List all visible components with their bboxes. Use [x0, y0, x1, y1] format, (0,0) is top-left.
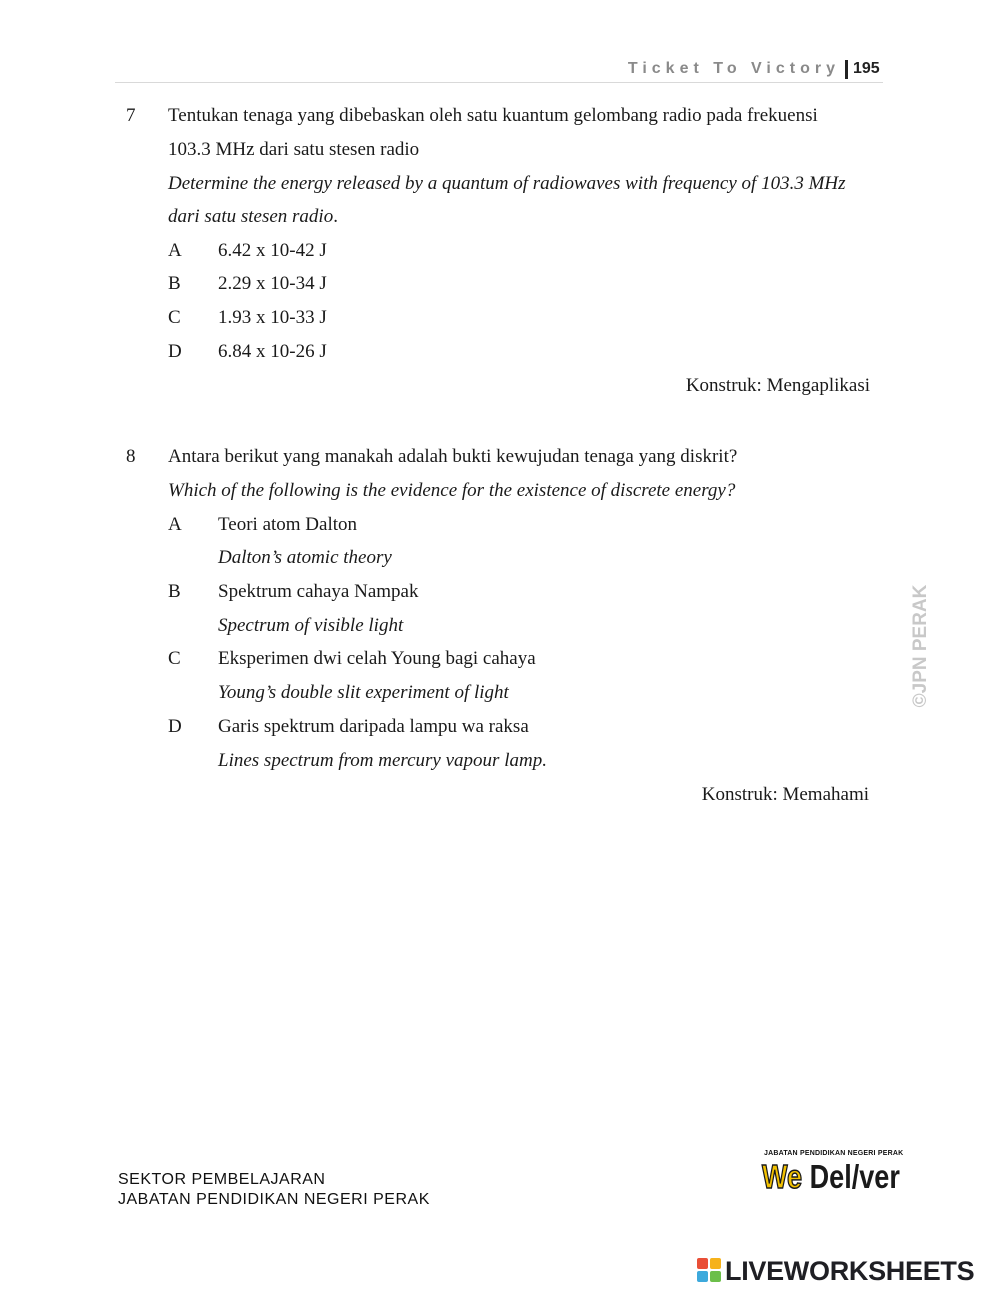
watermark [910, 584, 932, 708]
logo-wordmark [762, 1158, 900, 1196]
construct-label: Konstruk: Memahami [701, 784, 869, 805]
footer-sector-line: SEKTOR PEMBELAJARAN [118, 1171, 326, 1188]
option-text[interactable]: Spektrum cahaya Nampak [218, 581, 419, 602]
question-text: Tentukan tenaga yang dibebaskan oleh satu kuantum gelombang radio pada frekuensi [168, 105, 818, 126]
header-rule [115, 82, 883, 83]
liveworksheets-wordmark: LIVEWORKSHEETS [725, 1256, 975, 1286]
option-text[interactable]: 2.29 x 10-34 J [218, 273, 327, 294]
option-translation: Young’s double slit experiment of light [218, 682, 509, 703]
watermark-text: ©JPN PERAK [910, 584, 931, 708]
footer-sector [118, 1170, 430, 1210]
option-text[interactable]: Garis spektrum daripada lampu wa raksa [218, 716, 529, 737]
option-text[interactable]: 1.93 x 10-33 J [218, 307, 327, 328]
footer-department-line: JABATAN PENDIDIKAN NEGERI PERAK [118, 1191, 430, 1208]
option-letter[interactable]: A [168, 240, 182, 261]
option-translation: Lines spectrum from mercury vapour lamp. [218, 750, 547, 771]
option-text[interactable]: 6.42 x 10-42 J [218, 240, 327, 261]
question-number: 7 [126, 105, 136, 126]
we-deliver-logo [762, 1150, 937, 1200]
question-number: 8 [126, 446, 136, 467]
liveworksheets-brand[interactable] [697, 1255, 997, 1287]
option-text[interactable]: Teori atom Dalton [218, 514, 358, 535]
option-text[interactable]: 6.84 x 10-26 J [218, 341, 327, 362]
option-letter[interactable]: D [168, 341, 182, 362]
option-translation: Spectrum of visible light [218, 615, 404, 636]
logo-we: We [762, 1158, 803, 1195]
header-separator [845, 60, 848, 79]
header-title: Ticket To Victory [627, 60, 840, 77]
logo-caption: JABATAN PENDIDIKAN NEGERI PERAK [764, 1150, 904, 1157]
option-letter[interactable]: C [168, 307, 181, 328]
question-text: 103.3 MHz dari satu stesen radio [168, 139, 420, 160]
option-translation: Dalton’s atomic theory [218, 547, 392, 568]
option-letter[interactable]: C [168, 648, 181, 669]
construct-label: Konstruk: Mengaplikasi [685, 375, 870, 396]
question-translation-suffix: . [333, 206, 338, 227]
question-translation-line [168, 200, 338, 234]
question-text: Antara berikut yang manakah adalah bukti kewujudan tenaga yang diskrit? [168, 446, 738, 467]
page-number: 195 [853, 60, 880, 77]
option-letter[interactable]: A [168, 514, 182, 535]
option-text[interactable]: Eksperimen dwi celah Young bagi cahaya [218, 648, 536, 669]
liveworksheets-logo-icon [697, 1258, 721, 1282]
option-letter[interactable]: D [168, 716, 182, 737]
option-letter[interactable]: B [168, 273, 181, 294]
question-translation: Determine the energy released by a quantum of radiowaves with frequency of 103.3 MHz [168, 173, 846, 194]
question-translation: Which of the following is the evidence for the existence of discrete energy? [168, 480, 736, 501]
logo-deliver: Del/ver [809, 1158, 900, 1195]
question-translation: dari satu stesen radio [168, 206, 334, 227]
option-letter[interactable]: B [168, 581, 181, 602]
